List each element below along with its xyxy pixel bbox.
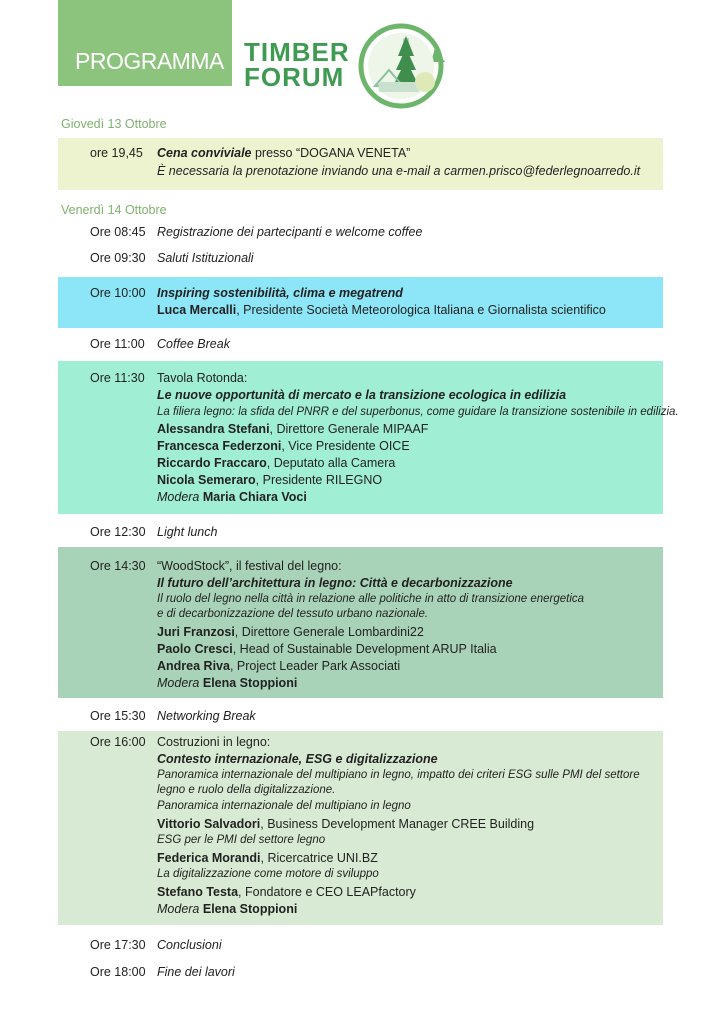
speaker-role: , Project Leader Park Associati <box>229 659 401 673</box>
timber-forum-logo-icon <box>355 20 450 112</box>
speaker-line <box>157 473 382 487</box>
speaker-name: Federica Morandi <box>157 851 261 865</box>
event-time: ore 19,45 <box>90 146 143 160</box>
speaker-role: , Deputato alla Camera <box>266 456 396 470</box>
event-time: Ore 10:00 <box>90 286 146 300</box>
speaker-role: , Fondatore e CEO LEAPfactory <box>238 885 416 899</box>
speaker-line <box>157 885 416 899</box>
speaker-line <box>157 851 378 865</box>
topic-line: La digitalizzazione come motore di sviluppo <box>157 868 379 880</box>
event-title: Le nuove opportunità di mercato e la transizione ecologica in edilizia <box>157 388 567 402</box>
event-text: Light lunch <box>157 525 218 539</box>
speaker-name: Juri Franzosi <box>157 625 235 639</box>
speaker-role: , Ricercatrice UNI.BZ <box>260 851 378 865</box>
event-subtitle: Panoramica internazionale del multipiano in legno, impatto dei criteri ESG sulle PMI del settore <box>157 769 640 781</box>
speaker-line <box>157 625 424 639</box>
topic-line: ESG per le PMI del settore legno <box>157 834 326 846</box>
event-title-bold: Cena conviviale <box>157 146 252 160</box>
day-heading-thursday: Giovedì 13 Ottobre <box>61 117 167 131</box>
speaker-role: , Vice Presidente OICE <box>281 439 410 453</box>
speaker-role: , Head of Sustainable Development ARUP Italia <box>232 642 497 656</box>
speaker-role: , Presidente RILEGNO <box>255 473 383 487</box>
speaker-line <box>157 817 534 831</box>
event-intro: Tavola Rotonda: <box>157 371 248 385</box>
speaker-name: Riccardo Fraccaro <box>157 456 267 470</box>
event-text: Fine dei lavori <box>157 965 235 979</box>
event-time: Ore 11:30 <box>90 371 145 385</box>
event-text: Coffee Break <box>157 337 230 351</box>
speaker-name: Andrea Riva <box>157 659 230 673</box>
event-title: Inspiring sostenibilità, clima e megatrend <box>157 286 403 300</box>
moderator-line <box>157 676 297 690</box>
topic-line: Panoramica internazionale del multipiano in legno <box>157 800 411 812</box>
event-band-round-table <box>58 361 663 514</box>
event-title-rest: presso “DOGANA VENETA” <box>251 146 411 160</box>
logo-line-1: TIMBER <box>244 37 350 67</box>
moderator-name: Elena Stoppioni <box>202 676 298 690</box>
day-heading-friday: Venerdì 14 Ottobre <box>61 203 167 217</box>
moderator-label: Modera <box>157 902 203 916</box>
event-intro: “WoodStock”, il festival del legno: <box>157 559 342 573</box>
speaker-line <box>157 659 400 673</box>
event-time: Ore 11:00 <box>90 337 145 351</box>
speaker-name: Francesca Federzoni <box>157 439 282 453</box>
event-text: Networking Break <box>157 709 256 723</box>
event-title: Il futuro dell’architettura in legno: Città e decarbonizzazione <box>157 576 513 590</box>
speaker-role: , Presidente Società Meteorologica Italiana e Giornalista scientifico <box>236 303 606 317</box>
logo-wordmark <box>244 37 350 92</box>
event-time: Ore 09:30 <box>90 251 146 265</box>
event-time: Ore 08:45 <box>90 225 146 239</box>
speaker-line <box>157 422 428 436</box>
speaker-name: Alessandra Stefani <box>157 422 270 436</box>
moderator-name: Maria Chiara Voci <box>202 490 307 504</box>
speaker-line <box>157 642 497 656</box>
speaker-name: Luca Mercalli <box>157 303 237 317</box>
event-text: Registrazione dei partecipanti e welcome coffee <box>157 225 423 239</box>
speaker-name: Paolo Cresci <box>157 642 233 656</box>
moderator-name: Elena Stoppioni <box>202 902 298 916</box>
event-time: Ore 17:30 <box>90 938 146 952</box>
event-band-woodstock <box>58 547 663 698</box>
event-time: Ore 16:00 <box>90 735 146 749</box>
event-text: Saluti Istituzionali <box>157 251 254 265</box>
event-subtitle: legno e ruolo della digitalizzazione. <box>157 784 336 796</box>
event-subtitle: e di decarbonizzazione del tessuto urbano nazionale. <box>157 608 429 620</box>
speaker-role: , Direttore Generale Lombardini22 <box>234 625 424 639</box>
event-time: Ore 18:00 <box>90 965 146 979</box>
speaker-role: , Business Development Manager CREE Building <box>260 817 535 831</box>
event-title <box>157 146 410 160</box>
moderator-line <box>157 902 297 916</box>
event-time: Ore 12:30 <box>90 525 146 539</box>
speaker-line <box>157 439 410 453</box>
speaker-role: , Direttore Generale MIPAAF <box>269 422 429 436</box>
speaker-name: Stefano Testa <box>157 885 239 899</box>
speaker-name: Nicola Semeraro <box>157 473 256 487</box>
event-time: Ore 15:30 <box>90 709 146 723</box>
event-text: Conclusioni <box>157 938 222 952</box>
event-subtitle: La filiera legno: la sfida del PNRR e del superbonus, come guidare la transizione sostenibile in edilizia. <box>157 406 679 418</box>
event-intro: Costruzioni in legno: <box>157 735 271 749</box>
event-subtitle: Il ruolo del legno nella città in relazione alle politiche in atto di transizione energetica <box>157 593 585 605</box>
page-title: PROGRAMMA <box>75 48 224 74</box>
moderator-label: Modera <box>157 490 203 504</box>
event-title: Contesto internazionale, ESG e digitalizzazione <box>157 752 438 766</box>
speaker-name: Vittorio Salvadori <box>157 817 261 831</box>
event-time: Ore 14:30 <box>90 559 146 573</box>
moderator-label: Modera <box>157 676 203 690</box>
moderator-line <box>157 490 307 504</box>
speaker-line <box>157 456 395 470</box>
speaker-line <box>157 303 606 317</box>
event-note: È necessaria la prenotazione inviando una e-mail a carmen.prisco@federlegnoarredo.it <box>157 164 641 178</box>
logo-line-2: FORUM <box>244 62 345 92</box>
